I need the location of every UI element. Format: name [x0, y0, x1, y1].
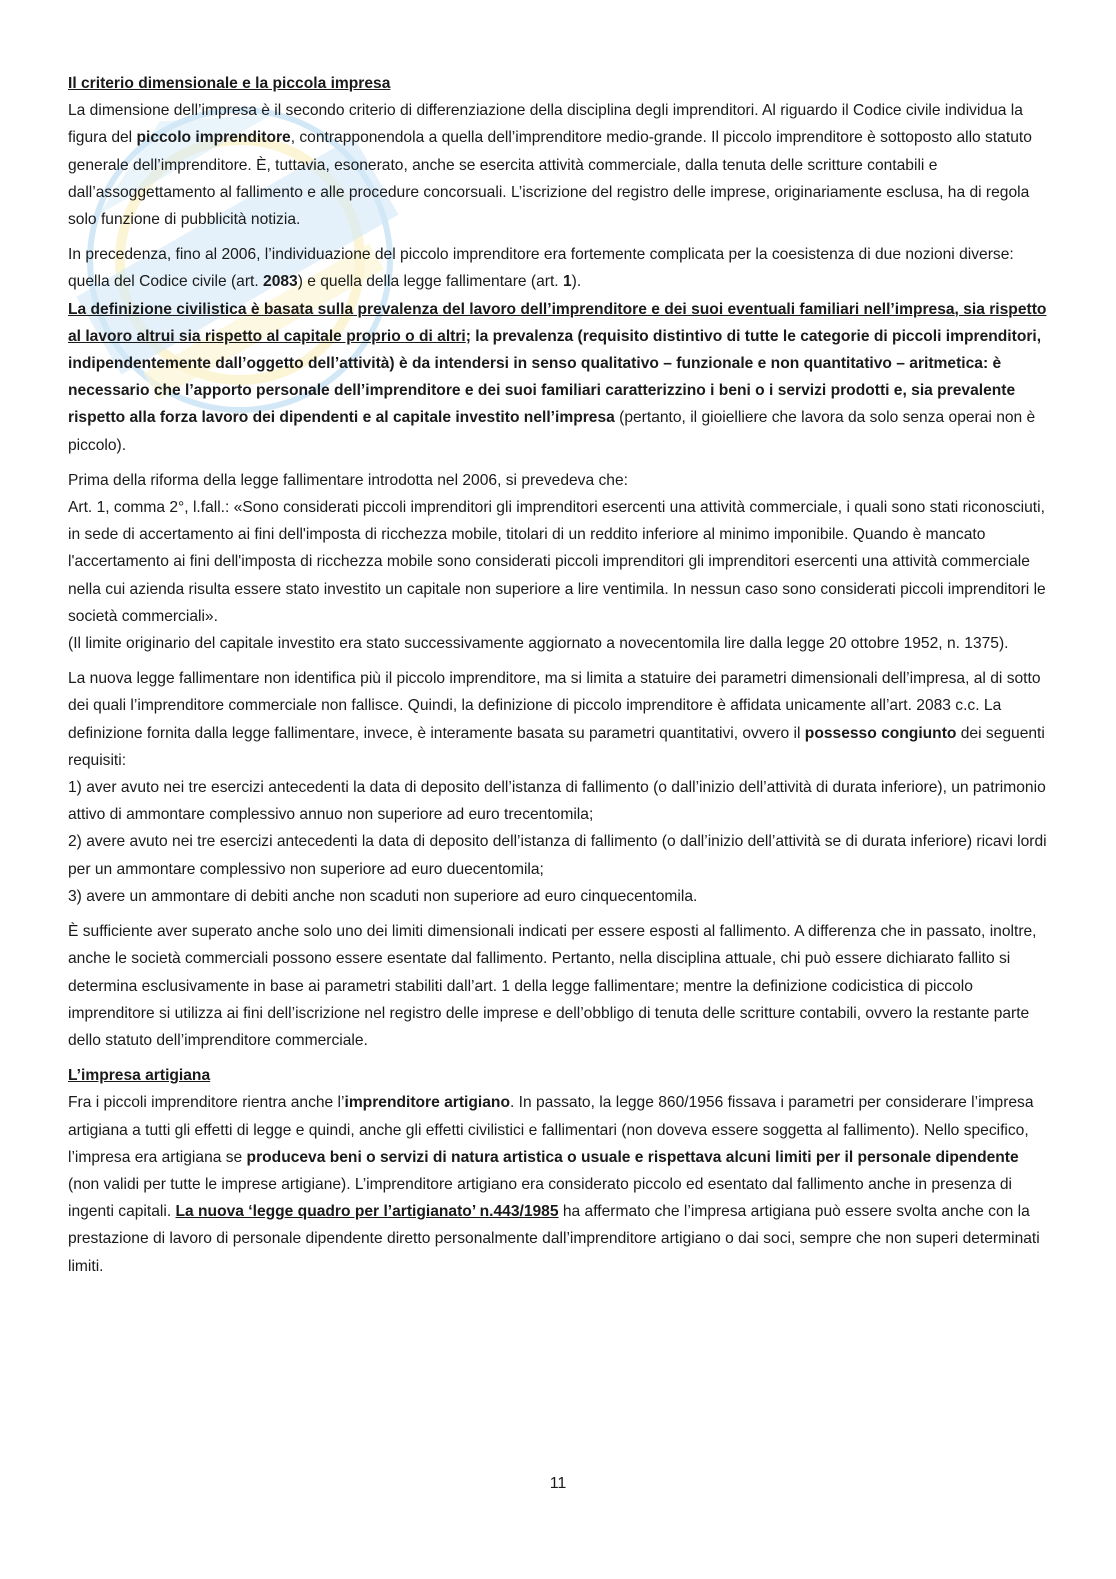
bold-imprenditore-artigiano: imprenditore artigiano [344, 1094, 510, 1112]
paragraph-prima-riforma: Prima della riforma della legge fallimentare introdotta nel 2006, si prevedeva che: [68, 471, 628, 489]
text-run: ). [571, 273, 582, 291]
underlined-definition: La definizione civilistica è basata sulla prevalenza del lavoro dell’imprenditore e dei suoi eventuali familiari nell’impresa, sia rispetto al lavoro altrui sia rispetto al capitale proprio o di altri [68, 300, 1047, 345]
list-item-requisito-3: 3) avere un ammontare di debiti anche non scaduti non superiore ad euro cinquecentomila. [68, 887, 698, 905]
section-heading-piccola-impresa: Il criterio dimensionale e la piccola impresa [68, 75, 391, 92]
text-run: (pertanto, il gioielliere che lavora da solo senza operai non è piccolo). [68, 409, 1036, 454]
element [176, 1203, 559, 1220]
document-body [68, 70, 1048, 1280]
text-run: ha affermato che l’impresa artigiana può essere svolta anche con la prestazione di lavoro di personale dipendente diretto personalmente dall’imprenditore artigiano o dai soci, sempre che non superi determinati limiti. [68, 1203, 1040, 1275]
text-run: La nuova legge fallimentare non identifica più il piccolo imprenditore, ma si limita a statuire dei parametri dimensionali dell’impresa, al di sotto dei quali l’imprenditore commerciale non fallisce. Quindi, la definizione di piccolo imprenditore è affidata unicamente all’art. 2083 c.c. La definizione fornita dalla legge fallimentare, invece, è interamente basata su parametri quantitativi, ovvero il [68, 670, 1041, 742]
section-heading-impresa-artigiana: L’impresa artigiana [68, 1067, 211, 1085]
bold-article-2083: 2083 [263, 273, 298, 291]
list-item-requisito-1: 1) aver avuto nei tre esercizi antecedenti la data di deposito dell’istanza di fallimento (o dall’inizio dell’attività di durata inferiore), un patrimonio attivo di ammontare complessivo annuo non superiore ad euro trecentomila; [68, 779, 1046, 824]
bold-possesso-congiunto: possesso congiunto [804, 724, 957, 742]
paragraph-definizione-civilistica [68, 296, 1048, 459]
paragraph-sufficiente: È sufficiente aver superato anche solo uno dei limiti dimensionali indicati per essere esposti al fallimento. A differenza che in passato, inoltre, anche le società commerciali possono essere esentate dal fallimento. Pertanto, nella disciplina attuale, chi può essere dichiarato fallito si determina esclusivamente in base ai parametri stabiliti dall’art. 1 della legge fallimentare; mentre la definizione codicistica di piccolo imprenditore si utilizza ai fini dell’iscrizione nel registro delle imprese e dell’obbligo di tenuta delle scritture contabili, ovvero la restante parte dello statuto dell’imprenditore commerciale. [68, 923, 1037, 1049]
text-run: dei seguenti requisiti: [68, 724, 1045, 769]
bold-article-1: 1 [562, 273, 572, 291]
paragraph-limite-originario: (Il limite originario del capitale investito era stato successivamente aggiornato a novecentomila lire dalla legge 20 ottobre 1952, n. 1375). [68, 635, 1009, 653]
text-run: (non validi per tutte le imprese artigiane). L’imprenditore artigiano era considerato piccolo ed esentato dal fallimento anche in presenza di ingenti capitali. [68, 1175, 1012, 1221]
text-run: In precedenza, fino al 2006, l’individuazione del piccolo imprenditore era fortemente complicata per la coesistenza di due nozioni diverse: quella del Codice civile (art. [68, 246, 1014, 291]
paragraph-precedenza [68, 241, 1048, 295]
text-run: La dimensione dell’impresa è il secondo criterio di differenziazione della disciplina degli imprenditori. Al riguardo il Codice civile individua la figura del [68, 102, 1023, 147]
paragraph-artigiano [68, 1089, 1048, 1279]
list-item-requisito-2: 2) avere avuto nei tre esercizi antecedenti la data di deposito dell’istanza di fallimento (o dall’inizio dell’attività se di durata inferiore) ricavi lordi per un ammontare complessivo non superiore ad euro duecentomila; [68, 833, 1047, 878]
text-run: Fra i piccoli imprenditore rientra anche l’ [68, 1094, 345, 1112]
text-run: . In passato, la legge 860/1956 fissava i parametri per considerare l’impresa artigiana a tutti gli effetti di legge e quindi, anche gli effetti civilistici e fallimentari (non doveva essere soggetta al fallimento). Nello specifico, l’impresa era artigiana se [68, 1094, 1034, 1166]
bold-term-piccolo-imprenditore: piccolo imprenditore [136, 129, 291, 147]
text-run: , contrapponendola a quella dell’imprenditore medio-grande. Il piccolo imprenditore è sottoposto allo statuto generale dell’imprenditore. È, tuttavia, esonerato, anche se esercita attività commerciale, dalla tenuta delle scritture contabili e dall’assoggettamento al fallimento e alle procedure concorsuali. L’iscrizione del registro delle imprese, originariamente esclusa, ha di regola solo funzione di pubblicità notizia. [68, 129, 1032, 229]
text-run: ) e quella della legge fallimentare (art. [297, 273, 563, 291]
paragraph-nuova-legge [68, 665, 1048, 774]
paragraph-dimensione [68, 97, 1048, 233]
underlined-legge-quadro: La nuova ‘legge quadro per l’artigianato’ n.443/1985 [175, 1203, 559, 1221]
page-number: 11 [549, 1475, 567, 1492]
bold-prevalenza: ; la prevalenza (requisito distintivo di tutte le categorie di piccoli imprenditori, indipendentemente dall’oggetto dell’attività) è da intendersi in senso qualitativo – funzionale e non quantitativo – aritmetica: è necessario che l’apporto personale dell’imprenditore e dei suoi familiari caratterizzino i beni o i servizi prodotti e, sia prevalente rispetto alla forza lavoro dei dipendenti e al capitale investito nell’impresa [68, 327, 1042, 427]
paragraph-art-1-quote: Art. 1, comma 2°, l.fall.: «Sono considerati piccoli imprenditori gli imprenditori esercenti una attività commerciale, i quali sono stati riconosciuti, in sede di accertamento ai fini dell'imposta di ricchezza mobile, titolari di un reddito inferiore al minimo imponibile. Quando è mancato l'accertamento ai fini dell'imposta di ricchezza mobile sono considerati piccoli imprenditori gli imprenditori esercenti una attività commerciale nella cui azienda risulta essere stato investito un capitale non superiore a lire ventimila. In nessun caso sono considerati piccoli imprenditori le società commerciali». [68, 499, 1046, 625]
bold-produceva-beni: produceva beni o servizi di natura artistica o usuale e rispettava alcuni limiti per il personale dipendente [246, 1148, 1019, 1166]
